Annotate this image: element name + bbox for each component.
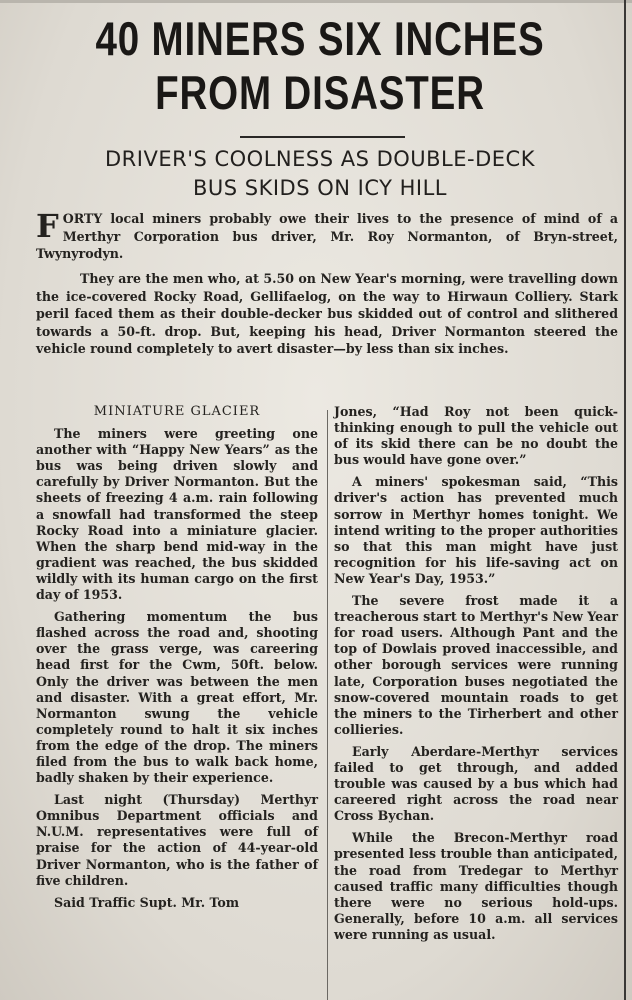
right-paragraph: The severe frost made it a treacherous start to Merthyr's New Year for road users. Although Pant and the top of Dowlais proved inaccessible, and other borough services were running late, Corporation buses negotiated the snow-covered mountain roads to get the miners to the Tirherbert and other collieries. [334,593,618,737]
left-column [36,404,318,917]
right-paragraph: Early Aberdare-Merthyr services failed to get through, and added trouble was caused by a bus which had careered right across the road near Cross Bychan. [334,743,618,824]
clipping-top-edge [0,0,632,3]
headline [90,12,549,120]
headline-rule [240,136,405,138]
right-paragraph: While the Brecon-Merthyr road presented less trouble than anticipated, the road from Tredegar to Merthyr caused traffic many difficulties though there were no serious hold-ups. Generally, before 10 a.m. all services were running as usual. [334,830,618,942]
crosshead: MINIATURE GLACIER [93,404,261,419]
drop-cap: F [36,207,59,245]
column-divider [327,410,328,1000]
lead-paragraph-2 [36,270,618,358]
subheadline [20,145,620,203]
lead-paragraph-1 [36,207,618,263]
right-continuation: Jones, “Had Roy not been quick-thinking enough to pull the vehicle out of its skid there can be no doubt the bus would have gone over.” [334,404,618,468]
left-paragraph: Gathering momentum the bus flashed across the road and, shooting over the grass verge, was careering head first for the Cwm, 50ft. below. Only the driver was between the men and disaster. With a great effort, Mr. Normanton swung the vehicle completely round to halt it six inches from the edge of the drop. The miners filed from the bus to walk back home, badly shaken by their experience. [36,609,318,786]
headline-line-1: 40 MINERS SIX INCHES [95,12,545,65]
clipping-right-edge [624,0,626,1000]
lead-paragraph-2-text: They are the men who, at 5.50 on New Year's morning, were travelling down the ice-covered Rocky Road, Gellifaelog, on the way to Hirwaun Colliery. Stark peril faced them as their double-decker bus skidded out of control and slithered towards a 50-ft. drop. But, keeping his head, Driver Normanton steered the vehicle round completely to avert disaster—by less than six inches. [36,271,618,357]
right-column [334,404,618,949]
left-paragraph: Last night (Thursday) Merthyr Omnibus Department officials and N.U.M. representatives were full of praise for the action of 44-year-old Driver Normanton, who is the father of five children. [36,792,318,888]
subheadline-line-2: BUS SKIDS ON ICY HILL [192,176,448,200]
headline-line-2: FROM DISASTER [155,66,485,119]
left-paragraph: Said Traffic Supt. Mr. Tom [54,894,240,910]
right-paragraph: A miners' spokesman said, “This driver's action has prevented much sorrow in Merthyr homes tonight. We intend writing to the proper authorities so that this man might have just recognition for his life-saving act on New Year's Day, 1953.” [334,474,618,586]
lead-paragraph-1-text: ORTY local miners probably owe their lives to the presence of mind of a Merthyr Corporation bus driver, Mr. Roy Normanton, of Bryn-street, Twynyrodyn. [36,211,618,262]
subheadline-line-1: DRIVER'S COOLNESS AS DOUBLE-DECK [105,147,535,171]
left-paragraph: The miners were greeting one another with “Happy New Years” as the bus was being driven slowly and carefully by Driver Normanton. But the sheets of freezing 4 a.m. rain following a snowfall had transformed the steep Rocky Road into a miniature glacier. When the sharp bend mid-way in the gradient was reached, the bus skidded wildly with its human cargo on the first day of 1953. [36,426,318,603]
